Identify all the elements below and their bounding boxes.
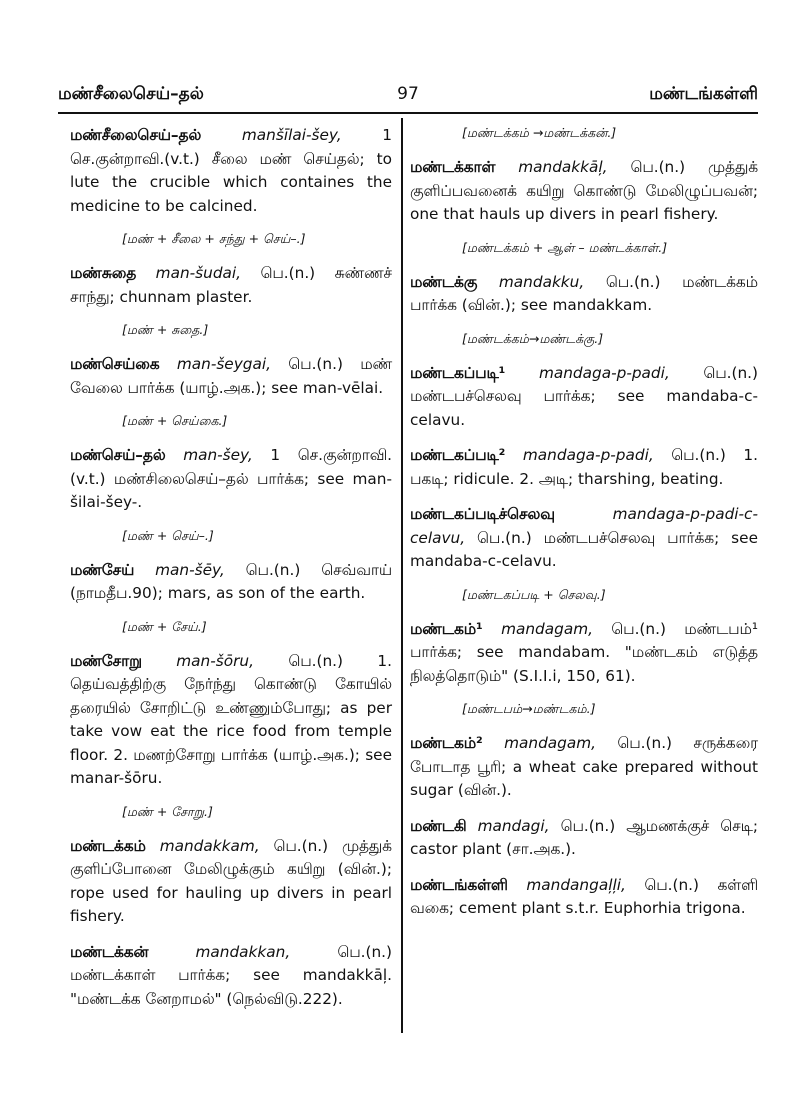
dictionary-entry [70, 124, 392, 218]
headword: மண்டகி [410, 816, 467, 835]
dictionary-entry [70, 559, 392, 606]
headword: மண்டக்காள் [410, 158, 496, 176]
headword: மண்டகப்படி¹ [410, 363, 506, 382]
page-header [58, 84, 758, 110]
etymology: [மண் + செய்கை.] [122, 413, 228, 428]
transliteration: man-šēy, [155, 560, 225, 579]
dictionary-entry [410, 444, 758, 491]
headword: மண்டக்கு [410, 272, 478, 291]
definition: பெ.(n.) மண்டக்கம் பார்க்க (வின்.); see mandakkam. [410, 272, 758, 314]
headword: மண்சீலைசெய்–தல் [70, 126, 202, 144]
transliteration: mandakku, [498, 272, 585, 291]
etymology: [மண் + சுதை.] [122, 322, 209, 337]
definition: பெ.(n.) மண்டபச்செலவு பார்க்க; see mandaba-c-celavu. [410, 363, 758, 429]
header-right-guide-word: மண்டங்கள்ளி [649, 84, 758, 104]
page-number: 97 [397, 84, 419, 104]
dictionary-entry [410, 271, 758, 318]
etymology: [மண் + சீலை + சந்து + செய்–.] [122, 231, 306, 246]
headword: மண்டங்கள்ளி [410, 875, 508, 894]
etymology: [மண் + சேய்.] [122, 618, 207, 634]
transliteration: mandagam, [504, 734, 597, 752]
headword: மண்டக்கன் [70, 942, 149, 961]
dictionary-entry [410, 503, 758, 574]
transliteration: mandagam, [501, 619, 593, 638]
header-rule [58, 112, 758, 114]
transliteration: man-šeygai, [176, 355, 271, 373]
etymology: [மண் + சோறு.] [122, 803, 213, 819]
dictionary-entry [70, 444, 392, 515]
definition: பெ.(n.) 1. பகடி; ridicule. 2. அடி; tharshing, beating. [410, 446, 758, 488]
transliteration: mandangaļļi, [526, 875, 626, 894]
dictionary-entry [70, 941, 392, 1012]
dictionary-entry [410, 362, 758, 433]
etymology: [மண்டக்கம் + ஆள் – மண்டக்காள்.] [462, 239, 668, 255]
definition: பெ.(n.) சருக்கரை போடாத பூரி; a wheat cake prepared without sugar (வின்.). [410, 734, 758, 799]
left-column [70, 124, 392, 1023]
definition: 1 செ.குன்றாவி. (v.t.) மண்சிலைசெய்–தல் பார்க்க; see man-šilai-šey-. [70, 446, 392, 511]
headword: மண்செய்கை [70, 355, 160, 373]
etymology: [மண் + செய்–.] [122, 527, 214, 543]
dictionary-entry [410, 732, 758, 803]
dictionary-entry [70, 650, 392, 791]
definition: பெ.(n.) மண்டபம்¹ பார்க்க; see mandabam. "மண்டகம் எடுத்த நிலத்தொடும்" (S.I.I.i, 150, 61). [410, 619, 758, 685]
etymology: [மண்டபம்→மண்டகம்.] [462, 701, 596, 716]
headword: மண்சுதை [70, 264, 137, 282]
dictionary-entry [70, 835, 392, 929]
etymology: [மண்டகப்படி + செலவு.] [462, 586, 606, 602]
headword: மண்டக்கம் [70, 836, 146, 855]
transliteration: mandaga-p-padi, [522, 446, 654, 464]
definition: பெ.(n.) முத்துக் குளிப்பவனைக் கயிறு கொண்டு மேலிழுப்பவன்; one that hauls up divers in pearl fishery. [410, 158, 758, 223]
definition: பெ.(n.) மண் வேலை பார்க்க (யாழ்.அக.); see man-vēlai. [70, 355, 392, 397]
definition: பெ.(n.) 1. தெய்வத்திற்கு நேர்ந்து கொண்டு கோயில் தரையில் சோறிட்டு உண்ணும்போது; as per take vow eat the rice food from temple floor. 2. மணற்சோறு பார்க்க (யாழ்.அக.); see manar-šōru. [70, 651, 392, 787]
dictionary-entry [410, 874, 758, 921]
definition: பெ.(n.) மண்டபச்செலவு பார்க்க; see mandaba-c-celavu. [410, 528, 758, 570]
etymology: [மண்டக்கம்→மண்டக்கு.] [462, 330, 604, 346]
transliteration: mandaga-p-padi-c-celavu, [410, 505, 758, 547]
definition: பெ.(n.) செவ்வாய் (நாமதீப.90); mars, as son of the earth. [70, 560, 392, 602]
transliteration: mandaga-p-padi, [538, 363, 670, 382]
dictionary-entry [70, 262, 392, 309]
transliteration: mandakkan, [195, 942, 291, 961]
headword: மண்டகப்படி² [410, 446, 506, 464]
dictionary-entry [70, 353, 392, 400]
dictionary-entry [410, 815, 758, 862]
transliteration: man-šudai, [155, 264, 242, 282]
definition: பெ.(n.) முத்துக் குளிப்போனை மேலிழுக்கும் கயிறு (வின்.); rope used for hauling up divers in pearl fishery. [70, 836, 392, 925]
headword: மண்சோறு [70, 651, 142, 670]
transliteration: man-šōru, [176, 651, 254, 670]
headword: மண்சேய் [70, 560, 135, 579]
transliteration: mandakkam, [159, 836, 260, 855]
header-left-guide-word: மண்சீலைசெய்–தல் [58, 84, 204, 104]
transliteration: mandagi, [477, 816, 550, 835]
headword: மண்டகம்¹ [410, 619, 483, 638]
etymology: [மண்டக்கம் →மண்டக்கன்.] [462, 125, 617, 140]
dictionary-entry [410, 156, 758, 227]
dictionary-entry [410, 618, 758, 689]
transliteration: manšīlai-šey, [241, 126, 342, 144]
transliteration: mandakkāļ, [518, 158, 608, 176]
column-divider [401, 118, 403, 1033]
definition: பெ.(n.) கள்ளி வகை; cement plant s.t.r. Euphorhia trigona. [410, 875, 758, 917]
transliteration: man-šey, [183, 446, 253, 464]
headword: மண்டகப்படிச்செலவு [410, 505, 555, 523]
definition: பெ.(n.) மண்டக்காள் பார்க்க; see mandakkāļ. "மண்டக்க னேறாமல்" (நெல்விடு.222). [70, 942, 392, 1008]
headword: மண்செய்–தல் [70, 446, 166, 464]
definition: பெ.(n.) சுண்ணச் சாந்து; chunnam plaster. [70, 264, 392, 306]
headword: மண்டகம்² [410, 734, 483, 752]
right-column [410, 124, 758, 933]
definition: 1 செ.குன்றாவி.(v.t.) சீலை மண் செய்தல்; to lute the crucible which containes the medicine to be calcined. [70, 126, 392, 215]
definition: பெ.(n.) ஆமணக்குச் செடி; castor plant (சா.அக.). [410, 816, 758, 858]
